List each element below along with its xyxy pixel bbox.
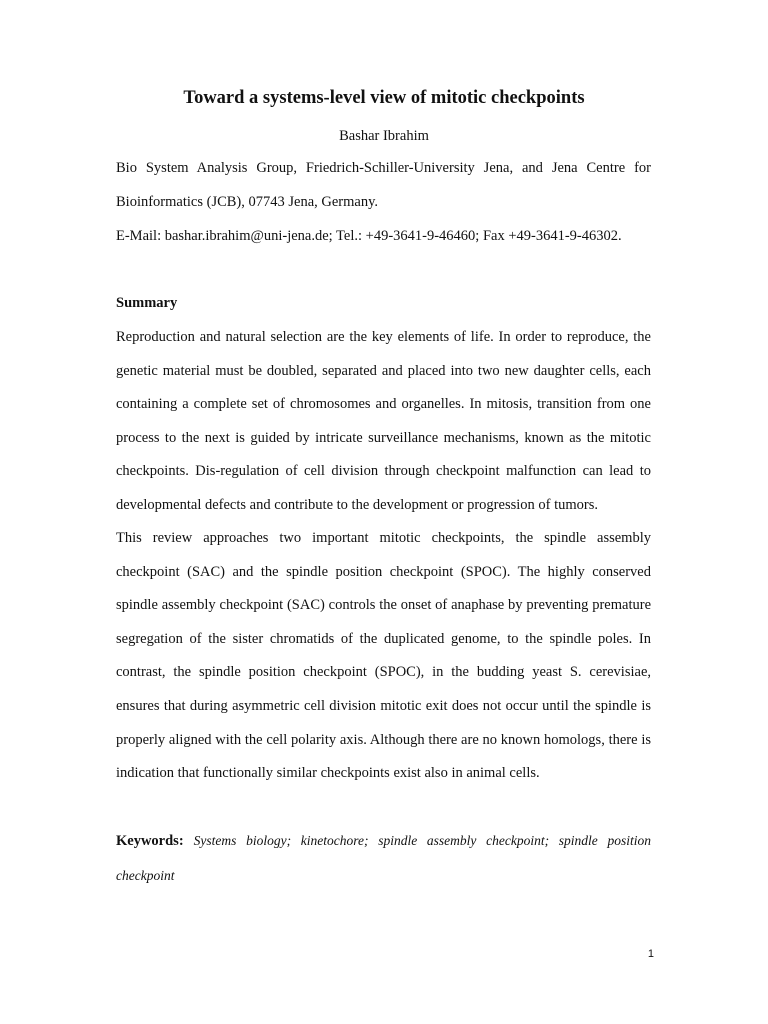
author-affiliation: Bio System Analysis Group, Friedrich-Schiller-University Jena, and Jena Centre for Bioinformatics (JCB), 07743 Jena, Germany. (116, 160, 651, 210)
page-number: 1 (647, 948, 654, 960)
summary-paragraph-1: Reproduction and natural selection are the key elements of life. In order to reproduce, the genetic material must be doubled, separated and placed into two new daughter cells, each containing a complete set of chromosomes and organelles. In mitosis, transition from one process to the next is guided by intricate surveillance mechanisms, known as the mitotic checkpoints. Dis-regulation of cell division through checkpoint malfunction can lead to developmental defects and contribute to the development or progression of tumors. (116, 329, 651, 513)
keywords-list: Systems biology; kinetochore; spindle assembly checkpoint; spindle position checkpoint (116, 833, 652, 883)
summary-heading: Summary (116, 295, 178, 311)
author-name: Bashar Ibrahim (339, 128, 429, 144)
keywords-label: Keywords: (116, 833, 184, 849)
summary-paragraph-2: This review approaches two important mitotic checkpoints, the spindle assembly checkpoint (SAC) and the spindle position checkpoint (SPOC). The highly conserved spindle assembly checkpoint (SAC) controls the onset of anaphase by preventing premature segregation of the sister chromatids of the duplicated genome, to the spindle poles. In contrast, the spindle position checkpoint (SPOC), in the budding yeast S. cerevisiae, ensures that during asymmetric cell division mitotic exit does not occur until the spindle is properly aligned with the cell polarity axis. Although there are no known homologs, there is indication that functionally similar checkpoints exist also in animal cells. (116, 530, 651, 782)
contact-info: E-Mail: bashar.ibrahim@uni-jena.de; Tel.: +49-3641-9-46460; Fax +49-3641-9-46302. (116, 228, 622, 244)
paper-title: Toward a systems-level view of mitotic checkpoints (183, 88, 585, 108)
keywords (116, 824, 651, 893)
